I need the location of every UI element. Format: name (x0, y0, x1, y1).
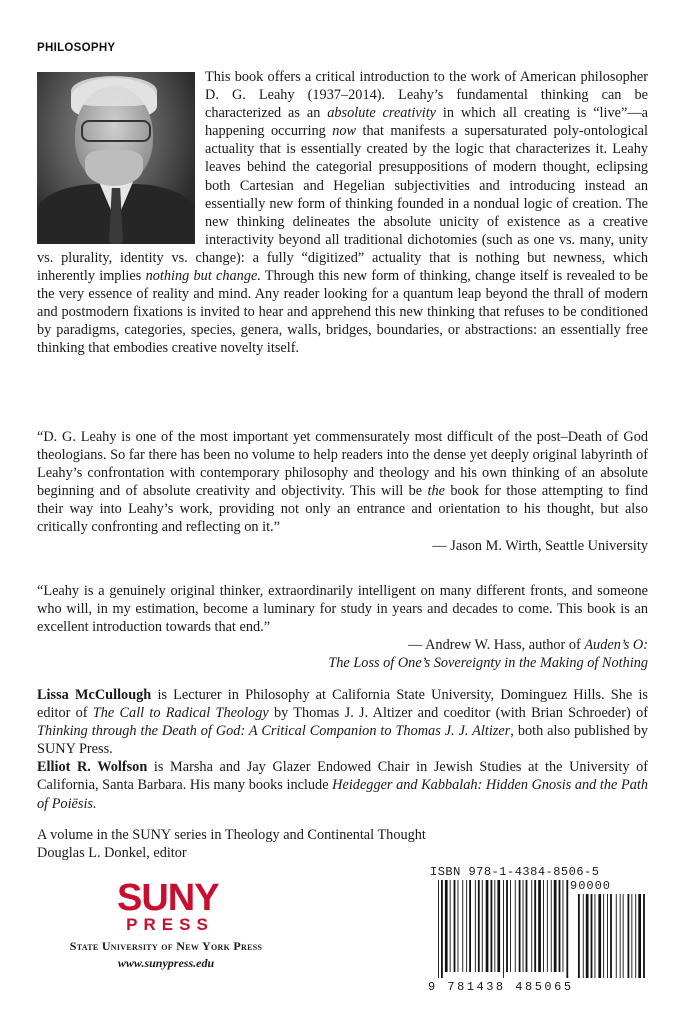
author-photo (37, 72, 195, 244)
publisher-website: www.sunypress.edu (117, 956, 215, 970)
quote-attribution: — Jason M. Wirth, Seattle University (432, 537, 648, 554)
quote-attribution: — Andrew W. Hass, author of Auden’s O: (408, 637, 648, 654)
suny-press-logo: SUNY PRESS (117, 877, 219, 934)
author-bios: Lissa McCullough is Lecturer in Philosophy at California State University, Dominguez Hills. She is editor of The Call to Radical Theology by Thomas J. J. Altizer and coeditor (with Brian Schroeder) of Thinking through the Death of God: A Critical Companion to Thomas J. J. Altizer, both also published by SUNY Press. Elliot R. Wolfson is Marsha and Jay Glazer Endowed Chair in Jewish Studies at the University of California, Santa Barbara. His many books include Heidegger and Kabbalah: Hidden Gnosis and the Path of Poiēsis. (37, 687, 648, 812)
quote-attribution-title: The Loss of One’s Sovereignty in the Making of Nothing (328, 655, 648, 672)
series-info: A volume in the SUNY series in Theology and Continental Thought Douglas L. Donkel, editor (37, 827, 426, 862)
publisher-name: State University of New York Press (69, 939, 263, 953)
endorsement-quote-1: “D. G. Leahy is one of the most important yet commensurately most difficult of the post–Death of God theologians. So far there has been no volume to help readers into the dense yet deeply original labyrinth of Leahy’s confrontation with contemporary philosophy and theology and his own thinking of an absolute beginning and of absolute creativity and objectivity. This will be the book for those attempting to find their way into Leahy’s work, providing not only an entrance and orientation to his thought, but also critically confronting and reflecting on it.” — Jason M. Wirth, Seattle University (37, 429, 648, 554)
price-code: 90000 (570, 879, 612, 893)
category-label: PHILOSOPHY (37, 42, 116, 54)
book-description: This book offers a critical introduction to the work of American philosopher D. G. Leahy (1937–2014). Leahy’s fundamental thinking can be characterized as an absolute creativity in which all creating is “live”—a happening occurring now that manifests a supersaturated poly-ontological actuality that is essentially created by the logic that characterizes it. Leahy leaves behind the categorial presuppositions of modern thought, eclipsing both Cartesian and Hegelian subjectivities and introducing instead an essentially new form of thinking founded in a nondual logic of creation. The new thinking delineates the absolute unicity of existence as a creative interactivity beyond all traditional dichotomies (such as one vs. many, unity vs. plurality, identity vs. change): a fully “digitized” actuality that is nothing but newness, which inherently implies nothing but change. Through this new form of thinking, change itself is revealed to be the very essence of reality and mind. Any reader looking for a quantum leap beyond the thrall of modern and postmodern fixations is invited to hear and apprehend this new thinking that refuses to be conditioned by paradigms, categories, species, genera, walls, bridges, boundaries, or abstractions: an essentially free thinking that embodies creative novelty itself. (37, 69, 648, 357)
barcode-icon (436, 880, 646, 978)
ean-number: 9 781438 485065 (428, 980, 574, 994)
endorsement-quote-2: “Leahy is a genuinely original thinker, extraordinarily intelligent on many different fronts, and someone who will, in my estimation, become a luminary for study in years and decades to come. This book is an excellent introduction towards that end.” — Andrew W. Hass, author of Auden’s O: The Loss of One’s Sovereignty in the Making of Nothing (37, 583, 648, 672)
isbn-text: ISBN 978-1-4384-8506-5 (430, 865, 600, 879)
